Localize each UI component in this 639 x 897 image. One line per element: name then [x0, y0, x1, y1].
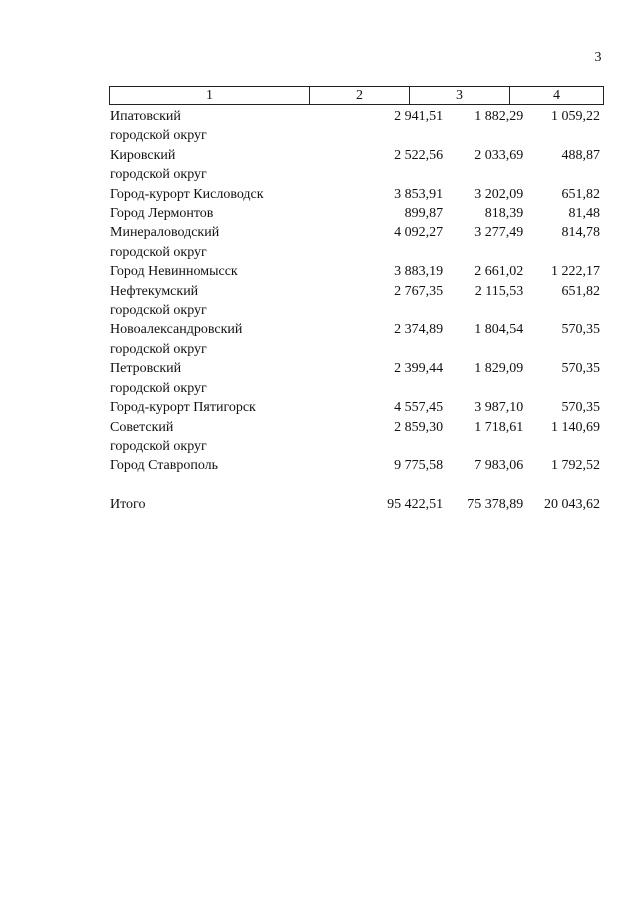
- value-c3: 1 718,61: [474, 419, 524, 435]
- table-row: [110, 282, 600, 301]
- value-c3: 1 829,09: [474, 361, 524, 377]
- empty-cell: [443, 126, 523, 145]
- municipality-name: Город Лермонтов: [110, 206, 214, 222]
- table-row-continuation: [110, 301, 600, 320]
- empty-cell: [443, 340, 523, 359]
- value-c3: 7 983,06: [474, 458, 524, 474]
- total-value-c4: 20 043,62: [544, 497, 600, 513]
- value-c2: 9 775,58: [394, 458, 444, 474]
- value-c4: 1 059,22: [551, 109, 600, 124]
- value-c4: 814,78: [561, 225, 600, 241]
- table-row-continuation: [110, 165, 600, 184]
- empty-cell: [523, 437, 600, 456]
- total-value-c3: 75 378,89: [467, 497, 524, 513]
- value-c4: 651,82: [561, 283, 600, 299]
- municipality-name: Город Ставрополь: [110, 458, 219, 474]
- total-row: [110, 495, 600, 514]
- empty-cell: [443, 379, 523, 398]
- empty-cell: [523, 165, 600, 184]
- value-c3: 2 661,02: [474, 264, 524, 280]
- municipality-name: Город Невинномысск: [110, 264, 238, 280]
- table-row: [110, 107, 600, 126]
- empty-cell: [277, 437, 443, 456]
- municipality-name: Советский: [110, 419, 174, 435]
- table-row: [110, 204, 600, 223]
- empty-cell: [523, 340, 600, 359]
- table-row: [110, 398, 600, 417]
- table-row-continuation: [110, 243, 600, 262]
- municipality-name: Город-курорт Пятигорск: [110, 400, 256, 416]
- value-c2: 2 399,44: [394, 361, 444, 377]
- empty-cell: [277, 243, 443, 262]
- value-c2: 2 374,89: [394, 322, 444, 338]
- empty-cell: [443, 243, 523, 262]
- municipality-name: Ипатовский: [110, 109, 181, 124]
- value-c4: 1 792,52: [551, 458, 600, 474]
- value-c3: 3 202,09: [474, 186, 524, 202]
- value-c2: 4 092,27: [394, 225, 444, 241]
- column-header-3: 3: [410, 87, 510, 105]
- table-row: [110, 320, 600, 339]
- value-c4: 570,35: [561, 322, 600, 338]
- value-c3: 2 115,53: [474, 283, 524, 299]
- total-value-c2: 95 422,51: [387, 497, 444, 513]
- empty-cell: [443, 165, 523, 184]
- value-c4: 1 222,17: [551, 264, 600, 280]
- municipality-name: городской округ: [110, 167, 207, 183]
- value-c2: 3 853,91: [394, 186, 444, 202]
- value-c3: 3 277,49: [474, 225, 524, 241]
- value-c4: 1 140,69: [551, 419, 600, 435]
- municipality-name: городской округ: [110, 128, 207, 144]
- municipality-name: Петровский: [110, 361, 182, 377]
- value-c2: 2 941,51: [394, 109, 444, 124]
- municipality-name: Город-курорт Кисловодск: [110, 186, 264, 202]
- value-c2: 899,87: [404, 206, 444, 222]
- empty-cell: [277, 301, 443, 320]
- value-c4: 570,35: [561, 400, 600, 416]
- value-c3: 818,39: [484, 206, 524, 222]
- value-c2: 4 557,45: [394, 400, 444, 416]
- column-header-row: [110, 87, 604, 105]
- table-row: [110, 146, 600, 165]
- value-c3: 2 033,69: [474, 147, 524, 163]
- empty-cell: [523, 243, 600, 262]
- total-label: Итого: [110, 497, 146, 513]
- value-c4: 570,35: [561, 361, 600, 377]
- empty-cell: [523, 126, 600, 145]
- municipality-name: городской округ: [110, 380, 207, 396]
- municipality-name: городской округ: [110, 244, 207, 260]
- spacer: [110, 476, 600, 495]
- page-number: 3: [594, 50, 602, 65]
- table-row: [110, 456, 600, 475]
- municipality-name: Минераловодский: [110, 225, 220, 241]
- value-c3: 1 882,29: [474, 109, 524, 124]
- column-header-1: 1: [110, 87, 310, 105]
- municipality-name: Кировский: [110, 147, 176, 163]
- value-c4: 651,82: [561, 186, 600, 202]
- table-row: [110, 262, 600, 281]
- table-row: [110, 359, 600, 378]
- value-c3: 1 804,54: [474, 322, 524, 338]
- empty-cell: [443, 301, 523, 320]
- municipality-name: городской округ: [110, 341, 207, 357]
- table-row: [110, 418, 600, 437]
- empty-cell: [277, 165, 443, 184]
- table-row-continuation: [110, 340, 600, 359]
- table-row: [110, 223, 600, 242]
- table-body: [110, 107, 600, 515]
- table-row-continuation: [110, 379, 600, 398]
- empty-cell: [277, 379, 443, 398]
- column-header-4: 4: [510, 87, 604, 105]
- value-c2: 3 883,19: [394, 264, 444, 280]
- table-row: [110, 185, 600, 204]
- empty-cell: [277, 340, 443, 359]
- table-row-continuation: [110, 126, 600, 145]
- empty-cell: [523, 379, 600, 398]
- table-row-continuation: [110, 437, 600, 456]
- value-c2: 2 767,35: [394, 283, 444, 299]
- column-header-2: 2: [310, 87, 410, 105]
- value-c2: 2 859,30: [394, 419, 444, 435]
- municipality-name: Новоалександровский: [110, 322, 243, 338]
- value-c4: 81,48: [568, 206, 600, 222]
- value-c2: 2 522,56: [394, 147, 444, 163]
- value-c3: 3 987,10: [474, 400, 524, 416]
- municipality-name: Нефтекумский: [110, 283, 199, 299]
- column-header-table: [109, 86, 604, 105]
- empty-cell: [523, 301, 600, 320]
- empty-cell: [443, 437, 523, 456]
- municipality-name: городской округ: [110, 303, 207, 319]
- value-c4: 488,87: [561, 147, 600, 163]
- empty-cell: [277, 126, 443, 145]
- municipality-name: городской округ: [110, 438, 207, 454]
